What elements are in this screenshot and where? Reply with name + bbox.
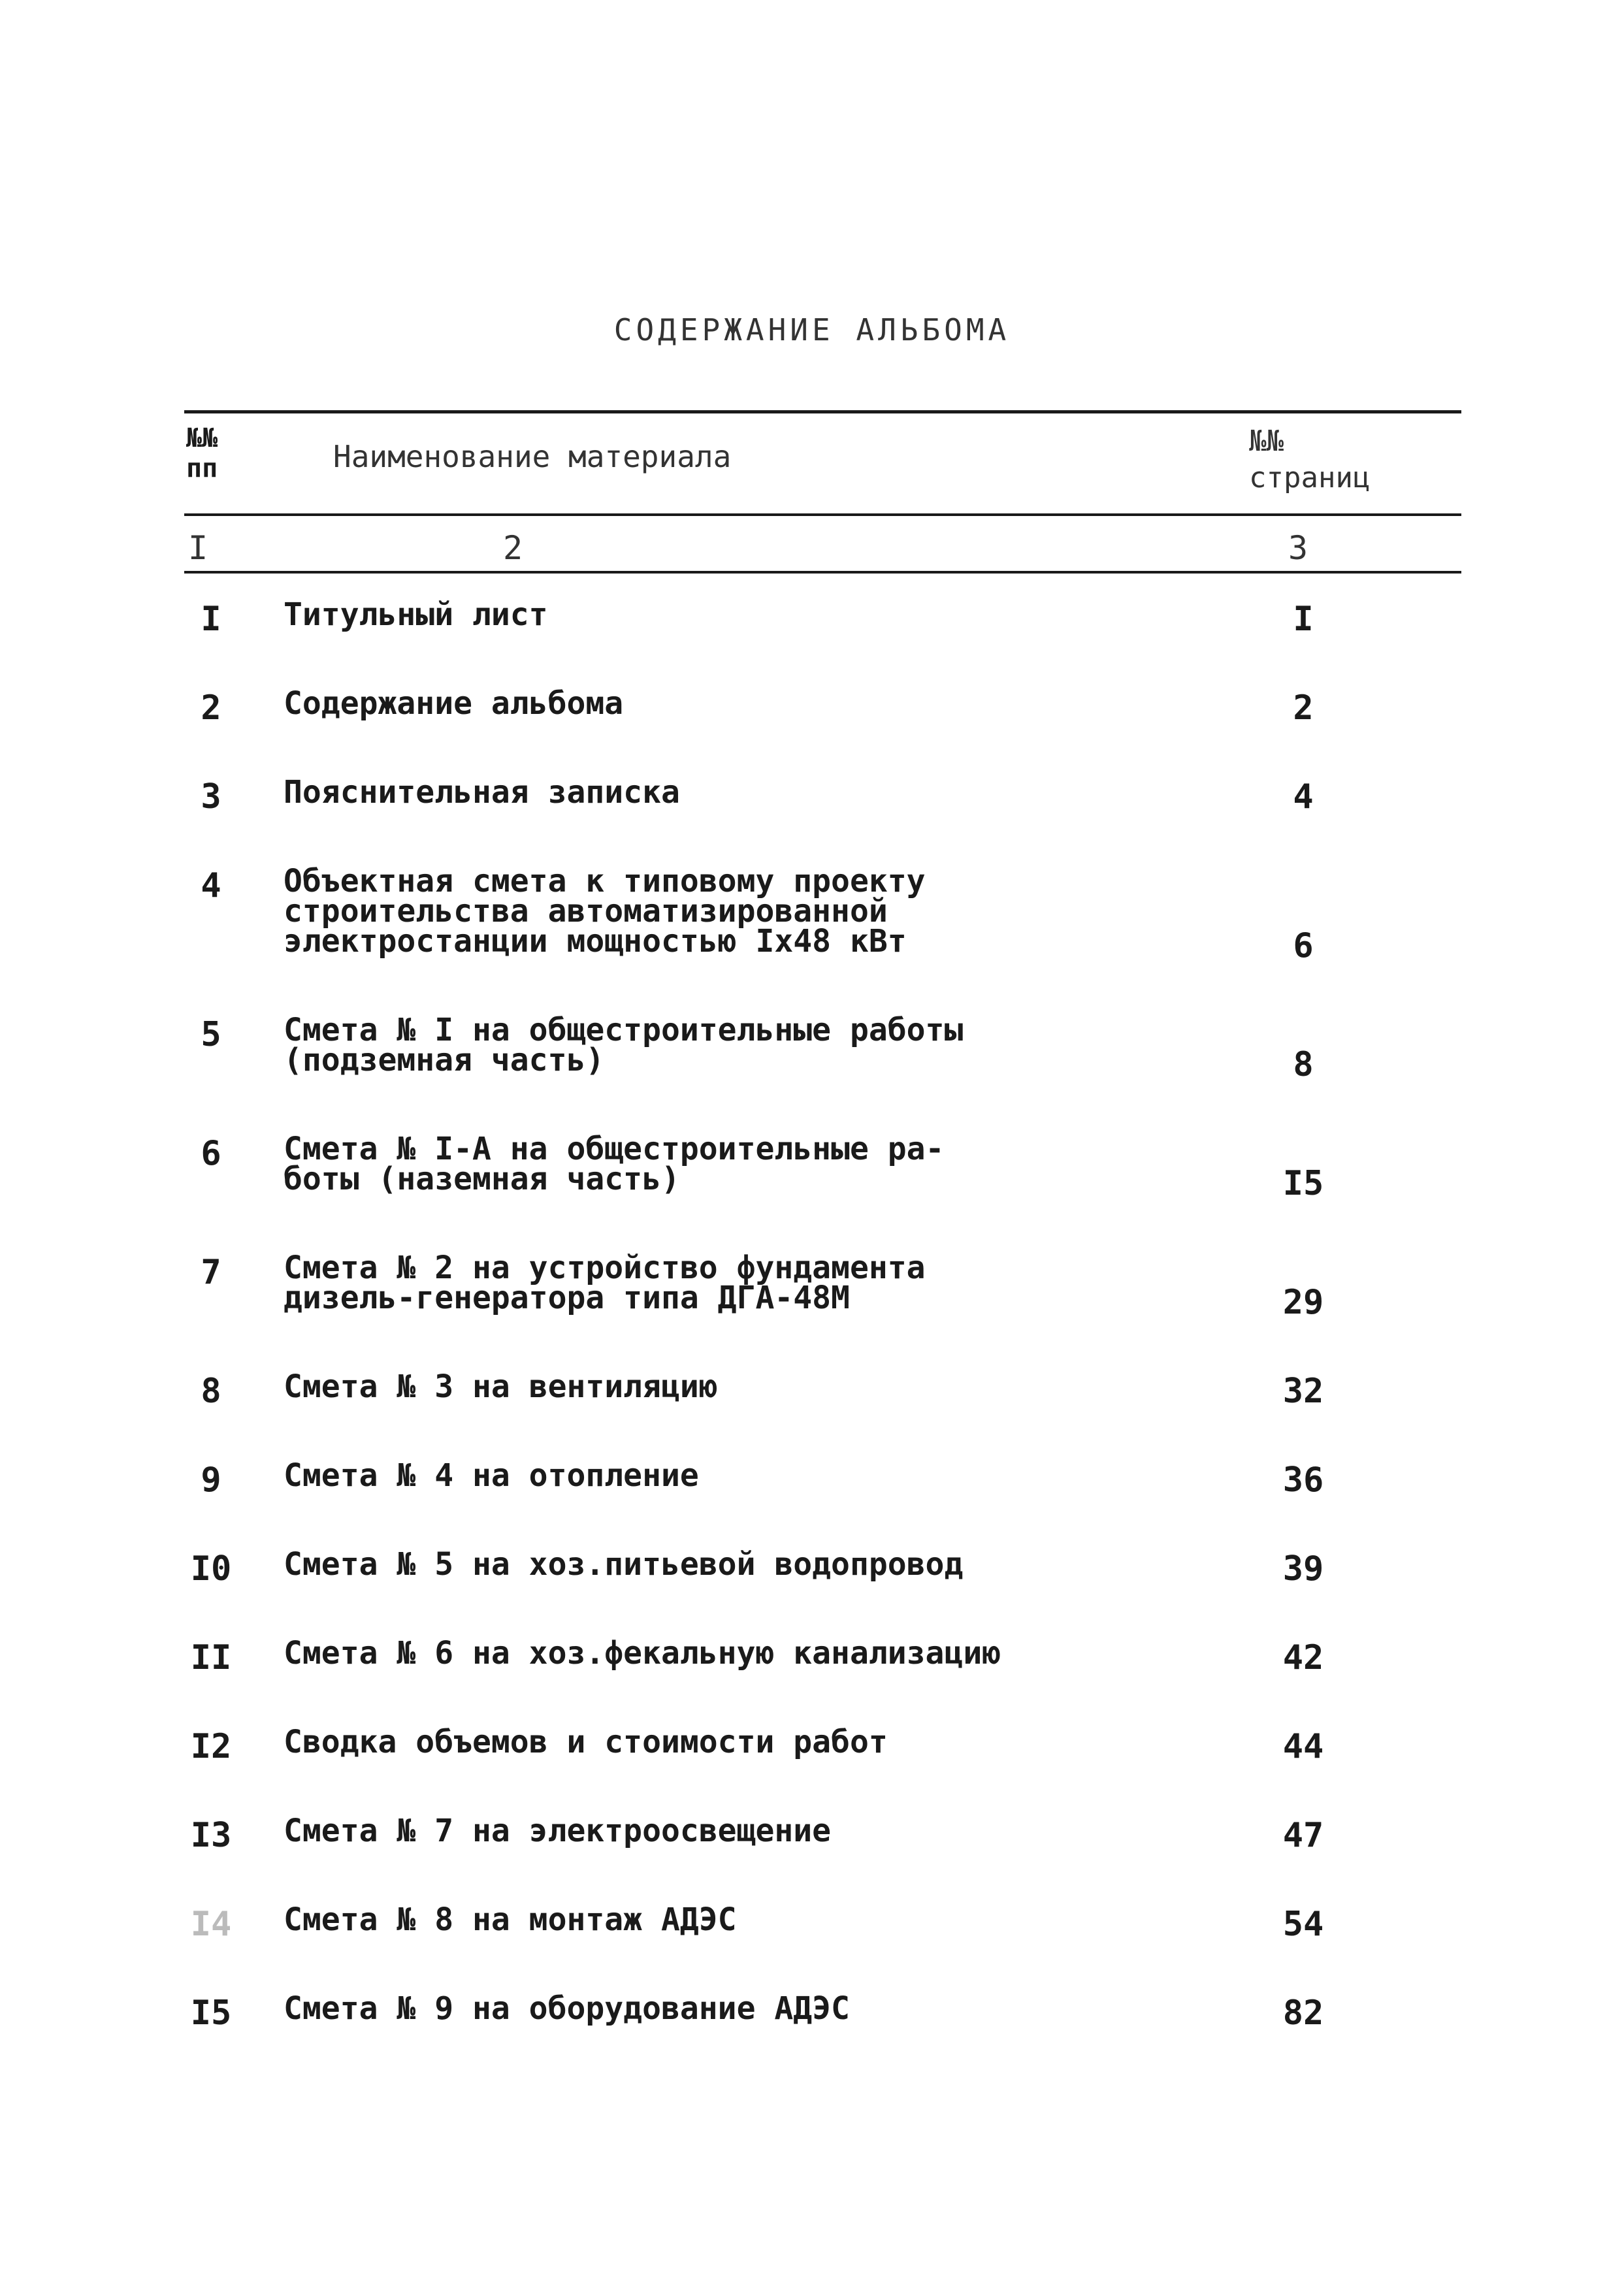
row-page: 44: [1282, 1727, 1324, 1766]
column-number-3: 3: [1288, 529, 1308, 567]
header-number-label: №№ пп: [186, 423, 218, 483]
column-number-1: I: [188, 529, 208, 567]
row-page: 32: [1282, 1372, 1324, 1411]
row-page: 39: [1282, 1549, 1324, 1589]
row-name: Смета № 6 на хоз.фекальную канализацию: [284, 1635, 1001, 1672]
row-name: Объектная смета к типовому проекту строительства автоматизированной электростанции мощностью Iх48 кВт: [284, 863, 926, 960]
row-page: 47: [1282, 1816, 1324, 1855]
row-number: I0: [190, 1549, 232, 1589]
row-name: Смета № 5 на хоз.питьевой водопровод: [284, 1546, 964, 1583]
row-number: 5: [201, 1015, 221, 1054]
row-name: Содержание альбома: [284, 685, 624, 722]
row-number: 9: [201, 1461, 221, 1500]
row-page: I5: [1282, 1164, 1324, 1203]
row-number: 2: [201, 688, 221, 728]
row-page: 42: [1282, 1638, 1324, 1677]
row-name: Смета № 3 на вентиляцию: [284, 1368, 718, 1405]
row-page: 4: [1293, 777, 1314, 816]
row-name: Титульный лист: [284, 596, 548, 633]
row-name: Смета № 9 на оборудование АДЭС: [284, 1990, 850, 2027]
row-name: Смета № 7 на электроосвещение: [284, 1813, 832, 1849]
row-page: 6: [1293, 926, 1314, 965]
row-number: I: [201, 600, 221, 639]
row-page: 36: [1282, 1461, 1324, 1500]
row-number: 3: [201, 777, 221, 816]
row-number: I2: [190, 1727, 232, 1766]
row-name: Смета № I на общестроительные работы (подземная часть): [284, 1012, 964, 1078]
row-number: 7: [201, 1253, 221, 1292]
row-name: Смета № I-А на общестроительные ра- боты (наземная часть): [284, 1131, 945, 1197]
row-page: 54: [1282, 1905, 1324, 1944]
row-page: 8: [1293, 1045, 1314, 1084]
table-top-rule: [184, 410, 1461, 413]
row-name: Пояснительная записка: [284, 774, 680, 811]
row-page: 2: [1293, 688, 1314, 728]
column-number-2: 2: [503, 529, 523, 567]
row-page: I: [1293, 600, 1314, 639]
row-name: Сводка объемов и стоимости работ: [284, 1724, 888, 1760]
header-page-label: №№ страниц: [1249, 425, 1371, 494]
header-bottom-rule: [184, 513, 1461, 516]
row-number: 8: [201, 1372, 221, 1411]
row-number: 4: [201, 866, 221, 905]
row-number: I3: [190, 1816, 232, 1855]
row-number: I5: [190, 1994, 232, 2033]
row-page: 82: [1282, 1994, 1324, 2033]
page-title: СОДЕРЖАНИЕ АЛЬБОМА: [613, 312, 1011, 347]
row-number: I4: [190, 1905, 232, 1944]
row-number: II: [190, 1638, 232, 1677]
row-name: Смета № 2 на устройство фундамента дизель-генератора типа ДГА-48М: [284, 1250, 926, 1316]
row-name: Смета № 8 на монтаж АДЭС: [284, 1901, 737, 1938]
column-numbers-rule: [184, 571, 1461, 574]
row-number: 6: [201, 1134, 221, 1173]
header-name-label: Наименование материала: [333, 439, 732, 474]
row-name: Смета № 4 на отопление: [284, 1457, 699, 1494]
row-page: 29: [1282, 1283, 1324, 1322]
